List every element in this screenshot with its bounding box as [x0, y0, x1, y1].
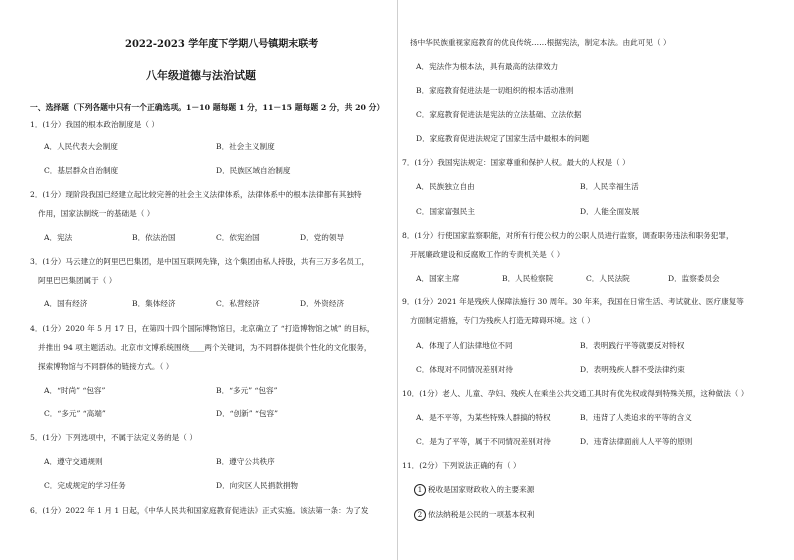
q9-option-c: C．体现对不同情况差别对待 [416, 365, 513, 374]
q10-option-b: B．违背了人类追求的平等的含义 [580, 413, 692, 422]
q9-option-a: A．体现了人们法律地位不同 [416, 341, 513, 350]
q1-option-d: D．民族区域自治制度 [216, 166, 291, 175]
q8-option-d: D．监察委员会 [668, 274, 720, 283]
q7-option-b: B．人民幸福生活 [580, 182, 639, 191]
q10-option-d: D．违背法律面前人人平等的原则 [580, 437, 693, 446]
q4-option-b: B．“多元” “包容” [216, 386, 278, 395]
exam-title: 2022-2023 学年度下学期八号镇期末联考 [125, 39, 319, 50]
q5-option-c: C．完成规定的学习任务 [44, 481, 126, 490]
column-divider [397, 0, 398, 560]
q9-stem-line2: 方面制定措施，专门为残疾人打造无障碍环境。这（ ） [410, 316, 595, 325]
exam-subtitle: 八年级道德与法治试题 [146, 69, 256, 82]
q7-option-c: C．国家富强民主 [416, 207, 475, 216]
q4-stem-line1: 4．(1分）2020 年 5 月 17 日，在第四十四个国际博物馆日，北京确立了 “打造博物馆之城” 的目标， [30, 324, 375, 333]
q6-option-c: C．家庭教育促进法是宪法的立法基础、立法依据 [416, 110, 582, 119]
q4-option-a: A．“时尚” “包容” [44, 386, 106, 395]
q5-stem: 5．(1分）下列选项中，不属于法定义务的是（ ） [30, 433, 197, 442]
q8-option-b: B．人民检察院 [502, 274, 554, 283]
q1-stem: 1．(1分）我国的根本政治制度是（ ） [30, 120, 159, 129]
q3-stem-line2: 阿里巴巴集团属于（ ） [38, 276, 117, 285]
q7-option-d: D．人能全面发展 [580, 207, 640, 216]
q4-stem-line3: 探索博物馆与不同群体的链接方式。（ ） [38, 362, 174, 371]
q7-option-a: A．民族独立自由 [416, 182, 475, 191]
q8-option-c: C．人民法院 [586, 274, 630, 283]
q8-option-a: A．国家主席 [416, 274, 460, 283]
q6-stem-line1: 6．(1分）2022 年 1 月 1 日起，《中华人民共和国家庭教育促进法》正式实施。该法第一条：为了发 [30, 506, 369, 515]
q2-stem-line2: 作用，国家法制统一的基础是（ ） [38, 209, 155, 218]
q10-option-c: C．是为了平等，属于不同情况差别对待 [416, 437, 551, 446]
q3-option-d: D．外资经济 [300, 299, 345, 308]
q2-option-d: D．党的领导 [300, 233, 345, 242]
q3-option-b: B．集体经济 [132, 299, 176, 308]
q8-stem-line2: 开展廉政建设和反腐败工作的专责机关是（ ） [410, 250, 565, 259]
q3-option-a: A．国有经济 [44, 299, 88, 308]
q11-item-2-text: 依法纳税是公民的一项基本权利 [428, 510, 535, 519]
q3-option-c: C．私营经济 [216, 299, 260, 308]
circled-number-2: 2 [414, 509, 426, 521]
q9-stem-line1: 9．(1分）2021 年是残疾人保障法施行 30 周年。30 年来，我国在日常生活、考试就业、医疗康复等 [402, 297, 744, 306]
q4-option-c: C．“多元” “高端” [44, 409, 106, 418]
q6-stem-line2: 扬中华民族重视家庭教育的优良传统……根据宪法，制定本法。由此可见（ ） [410, 38, 671, 47]
q5-option-a: A．遵守交通规则 [44, 457, 103, 466]
q5-option-d: D．向灾区人民捐款捐物 [216, 481, 299, 490]
circled-number-1: 1 [414, 484, 426, 496]
q11-item-1 [414, 484, 534, 496]
q2-stem-line1: 2．(1分）现阶段我国已经建立起比较完善的社会主义法律体系，法律体系中的根本法律都有其独特 [30, 190, 362, 199]
q11-stem: 11．(2分）下列说法正确的有（ ） [402, 461, 521, 470]
q1-option-a: A．人民代表大会制度 [44, 142, 118, 151]
q8-stem-line1: 8．(1分）行使国家监察职能，对所有行使公权力的公职人员进行监察，调查职务违法和职务犯罪， [402, 231, 734, 240]
q3-stem-line1: 3．(1分）马云建立的阿里巴巴集团，是中国互联网先锋，这个集团由私人持股，共有三万多名员工， [30, 257, 370, 266]
q7-stem: 7．(1分）我国宪法规定：国家尊重和保护人权。最大的人权是（ ） [402, 158, 630, 167]
q1-option-b: B．社会主义制度 [216, 142, 275, 151]
q6-option-b: B．家庭教育促进法是一切组织的根本活动准则 [416, 86, 574, 95]
q6-option-d: D．家庭教育促进法规定了国家生活中最根本的问题 [416, 134, 590, 143]
q5-option-b: B．遵守公共秩序 [216, 457, 275, 466]
q6-option-a: A．宪法作为根本法，具有最高的法律效力 [416, 62, 559, 71]
section-heading: 一、选择题（下列各题中只有一个正确选项。1－10 题每题 1 分，11－15 题每题 2 分，共 20 分） [30, 103, 385, 112]
q2-option-b: B．依法治国 [132, 233, 176, 242]
q10-stem: 10．(1分）老人、儿童、孕妇、残疾人在乘坐公共交通工具时有优先权或得到特殊关照，这种做法（ ） [402, 389, 749, 398]
q4-stem-line2: 并推出 94 项主题活动。北京市文博系统围绕____两个关键词，为不同群体提供个性化的文化服务， [38, 343, 372, 352]
q2-option-c: C．依宪治国 [216, 233, 260, 242]
q2-option-a: A．宪法 [44, 233, 73, 242]
q1-option-c: C．基层群众自治制度 [44, 166, 119, 175]
q9-option-d: D．表明残疾人群不受法律约束 [580, 365, 685, 374]
q10-option-a: A．是不平等，为某些特殊人群搞的特权 [416, 413, 551, 422]
q11-item-2 [414, 509, 534, 521]
q11-item-1-text: 税收是国家财政收入的主要来源 [428, 485, 535, 494]
q4-option-d: D．“创新” “包容” [216, 409, 278, 418]
q9-option-b: B．表明践行平等就要反对特权 [580, 341, 685, 350]
